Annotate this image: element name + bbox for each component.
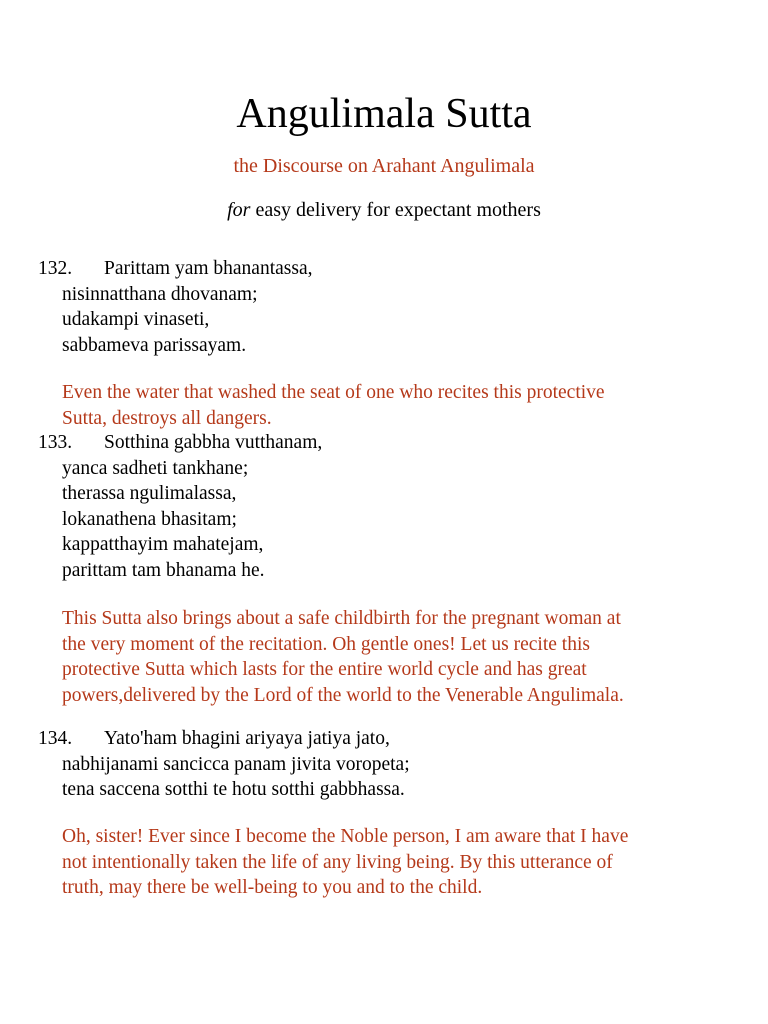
verse-line: [38, 256, 738, 282]
translation-line: the very moment of the recitation. Oh gentle ones! Let us recite this: [62, 633, 590, 655]
verse-line: parittam tam bhanama he.: [62, 559, 265, 581]
verse-134: [38, 726, 738, 803]
verse-line: nisinnatthana dhovanam;: [62, 283, 258, 305]
verse-line: kappatthayim mahatejam,: [62, 534, 264, 556]
purpose-for: for: [227, 199, 251, 221]
translation-line: Sutta, destroys all dangers.: [62, 407, 272, 429]
verse-line: nabhijanami sancicca panam jivita voropeta;: [62, 753, 410, 775]
translation-134: [62, 824, 628, 901]
translation-line: not intentionally taken the life of any living being. By this utterance of: [62, 851, 613, 873]
verse-line: udakampi vinaseti,: [62, 309, 210, 331]
verse-number: 134.: [38, 728, 73, 749]
page-purpose: [0, 196, 768, 224]
verse-text: Sotthina gabbha vutthanam,: [104, 432, 323, 453]
verse-line: sabbameva parissayam.: [62, 334, 247, 356]
verse-text: Yato'ham bhagini ariyaya jatiya jato,: [104, 728, 390, 749]
translation-133: [62, 606, 624, 708]
verse-133: [38, 430, 738, 584]
verse-line: tena saccena sotthi te hotu sotthi gabbhassa.: [62, 779, 405, 801]
translation-line: powers,delivered by the Lord of the world to the Venerable Angulimala.: [62, 684, 624, 706]
purpose-rest: easy delivery for expectant mothers: [250, 199, 541, 221]
verse-line: [38, 726, 738, 752]
page-title: Angulimala Sutta: [236, 91, 532, 137]
verse-line: lokanathena bhasitam;: [62, 508, 237, 530]
translation-line: This Sutta also brings about a safe childbirth for the pregnant woman at: [62, 608, 621, 629]
verse-number: 133.: [38, 432, 73, 453]
verse-number: 132.: [38, 258, 73, 279]
translation-line: truth, may there be well-being to you and to the child.: [62, 877, 483, 899]
verse-line: therassa ngulimalassa,: [62, 483, 237, 505]
verse-line: yanca sadheti tankhane;: [62, 457, 249, 479]
translation-line: Oh, sister! Ever since I become the Noble person, I am aware that I have: [62, 826, 629, 847]
translation-line: Even the water that washed the seat of one who recites this protective: [62, 382, 605, 403]
verse-text: Parittam yam bhanantassa,: [104, 258, 313, 279]
translation-132: [62, 380, 605, 431]
verse-132: [38, 256, 738, 358]
page-subtitle: the Discourse on Arahant Angulimala: [233, 155, 535, 177]
verse-line: [38, 430, 738, 456]
translation-line: protective Sutta which lasts for the entire world cycle and has great: [62, 659, 587, 681]
